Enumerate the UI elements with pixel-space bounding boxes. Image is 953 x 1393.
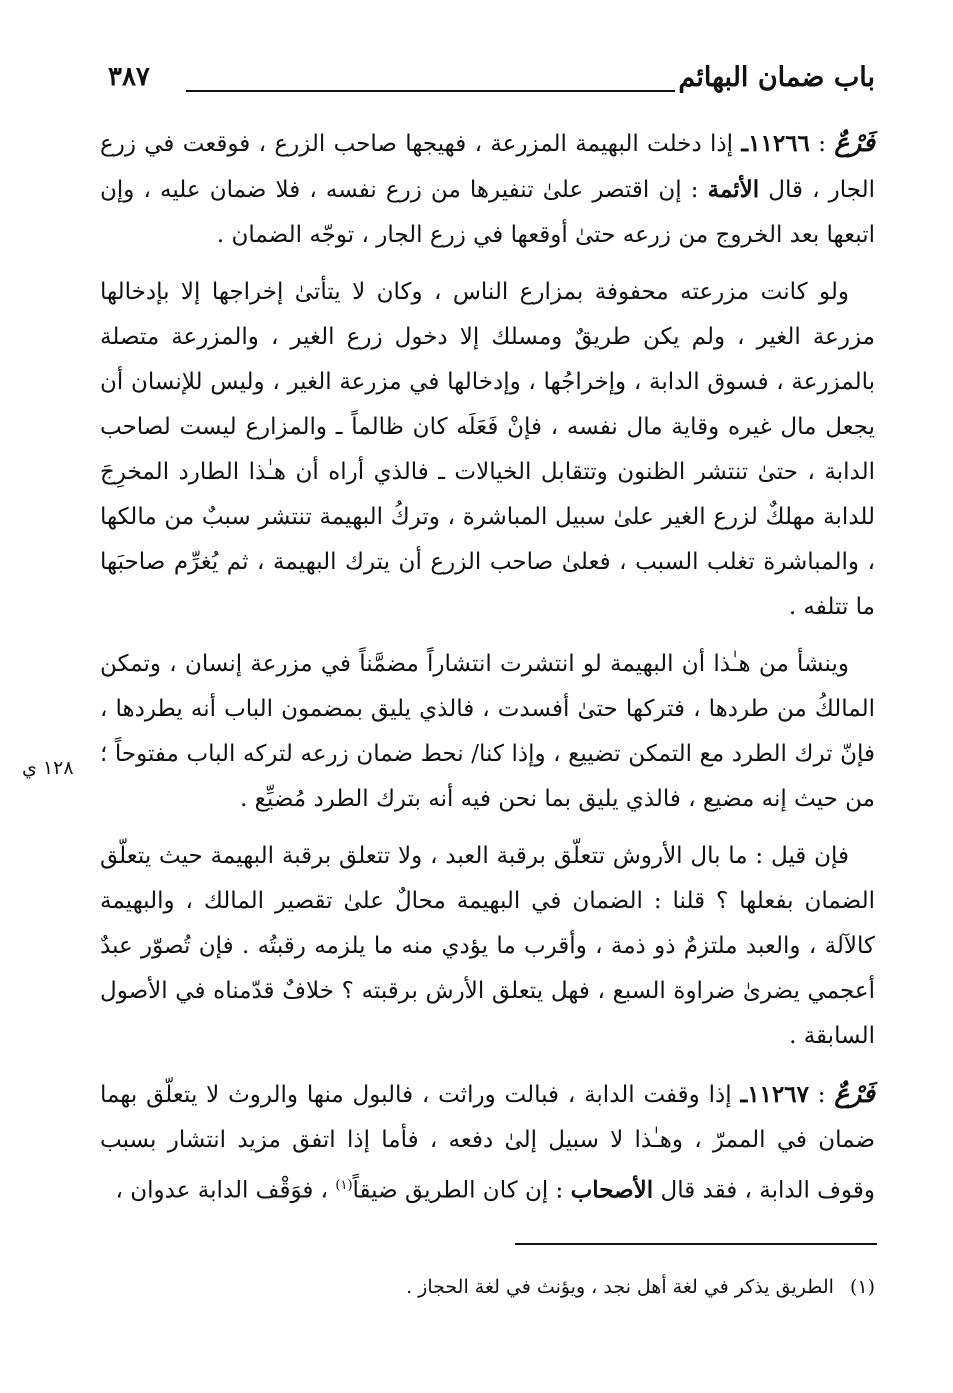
paragraph-1-text-a: إذا دخلت البهيمة المزرعة ، فهيجها صاحب الزرع ، فوقعت في زرع الجار ، قال	[100, 131, 875, 203]
paragraph-1-text-b: : إن اقتصر علىٰ تنفيرها من زرع نفسه ، فلا ضمان عليه ، وإن اتبعها بعد الخروج من زرعه حتىٰ أوقعها في زرع الجار ، توجّه الضمان .	[100, 177, 875, 248]
paragraph-5-bold: الأصحاب	[570, 1176, 654, 1204]
issue-number-2: ١١٢٦٧ـ	[740, 1081, 809, 1108]
farq-heading: فَرْعٌ	[834, 128, 875, 157]
footnote-rule	[515, 1243, 877, 1245]
page-header	[108, 62, 875, 102]
footnote-marker: (١)	[335, 1178, 353, 1193]
issue-number: ١١٢٦٦ـ	[741, 130, 810, 157]
footnote-number: (١)	[849, 1276, 875, 1298]
paragraph-3: وينشأ من هـٰذا أن البهيمة لو انتشرت انتشاراً مضمَّناً في مزرعة إنسان ، وتمكن المالكُ من طردها ، فتركها حتىٰ أفسدت ، فالذي يليق بمضمون الباب أنه يطردها ، فإنّ ترك الطرد مع التمكن تضييع ، وإذا كنا/ نحط ضمان زرعه لتركه الباب مفتوحاً ؛ من حيث إنه مضيع ، فالذي يليق بما نحن فيه أنه بترك الطرد مُضيِّع .	[100, 651, 875, 812]
chapter-title: باب ضمان البهائم	[678, 62, 875, 93]
footnote	[100, 1273, 875, 1301]
margin-page-reference: ١٢٨ ي	[22, 757, 74, 779]
paragraph-2: ولو كانت مزرعته محفوفة بمزارع الناس ، وكان لا يتأتىٰ إخراجها إلا بإدخالها مزرعة الغير ، ولم يكن طريقٌ ومسلك إلا دخول زرع الغير ، والمزرعة متصلة بالمزرعة ، فسوق الدابة ، وإخراجُها ، وإدخالها في مزرعة الغير ، وليس للإنسان أن يجعل مال غيره وقاية مال نفسه ، فإنْ فَعَلَه كان ظالماً ـ والمزارع ليست لصاحب الدابة ، حتىٰ تنتشر الظنون وتتقابل الخيالات ـ فالذي أراه أن هـٰذا الطارد المخرِجَ للدابة مهلكٌ لزرع الغير علىٰ سبيل المباشرة ، وتركُ البهيمة تنتشر سببٌ من مالكها ، والمباشرة تغلب السبب ، فعلىٰ صاحب الزرع أن يترك البهيمة ، ثم يُغرِّم صاحبَها ما تتلفه .	[100, 279, 875, 620]
page-number: ٣٨٧	[108, 62, 150, 92]
paragraph-1: فَرْعٌ : ١١٢٦٦ـ إذا دخلت البهيمة المزرعة ، فهيجها صاحب الزرع ، فوقعت في زرع الجار ، قال الأئمة : إن اقتصر علىٰ تنفيرها من زرع نفسه ، فلا ضمان عليه ، وإن اتبعها بعد الخروج من زرعه حتىٰ أوقعها في زرع الجار ، توجّه الضمان .	[100, 128, 875, 248]
paragraph-5-text-c: ، فوَقْف الدابة عدوان ،	[115, 1177, 329, 1204]
farq-heading-2: فَرْعٌ	[834, 1079, 876, 1108]
paragraph-5-text-a: إذا وقفت الدابة ، فبالت وراثت ، فالبول منها والروث لا يتعلّق بهما ضمان في الممرّ ، وهـٰذا لا سبيل إلىٰ دفعه ، فأما إذا اتفق مزيد انتشار بسبب وقوف الدابة ، فقد قال	[100, 1082, 875, 1204]
main-text	[100, 120, 875, 1226]
paragraph-1-bold: الأئمة	[707, 176, 760, 203]
paragraph-4: فإن قيل : ما بال الأروش تتعلّق برقبة العبد ، ولا تتعلق برقبة البهيمة حيث يتعلّق الضمان بفعلها ؟ قلنا : الضمان في البهيمة محالٌ علىٰ تقصير المالك ، والبهيمة كالآلة ، والعبد ملتزمٌ ذو ذمة ، وأقرب ما يؤدي منه ما يلزمه رقبتُه . فإن تُصوّر عبدٌ أعجمي يضرىٰ ضراوة السبع ، فهل يتعلق الأرش برقبته ؟ خلافٌ قدّمناه في الأصول السابقة .	[100, 843, 875, 1049]
paragraph-5: فَرْعٌ : ١١٢٦٧ـ إذا وقفت الدابة ، فبالت وراثت ، فالبول منها والروث لا يتعلّق بهما ضمان في الممرّ ، وهـٰذا لا سبيل إلىٰ دفعه ، فأما إذا اتفق مزيد انتشار بسبب وقوف الدابة ، فقد قال الأصحاب : إن كان الطريق ضيقاً$^{(١)}$ ، فوَقْف الدابة عدوان ،	[100, 1079, 876, 1204]
paragraph-5-text-b: : إن كان الطريق ضيقاً	[352, 1177, 564, 1204]
header-rule	[186, 90, 675, 92]
footnote-text: الطريق يذكر في لغة أهل نجد ، ويؤنث في لغة الحجاز .	[406, 1276, 834, 1298]
